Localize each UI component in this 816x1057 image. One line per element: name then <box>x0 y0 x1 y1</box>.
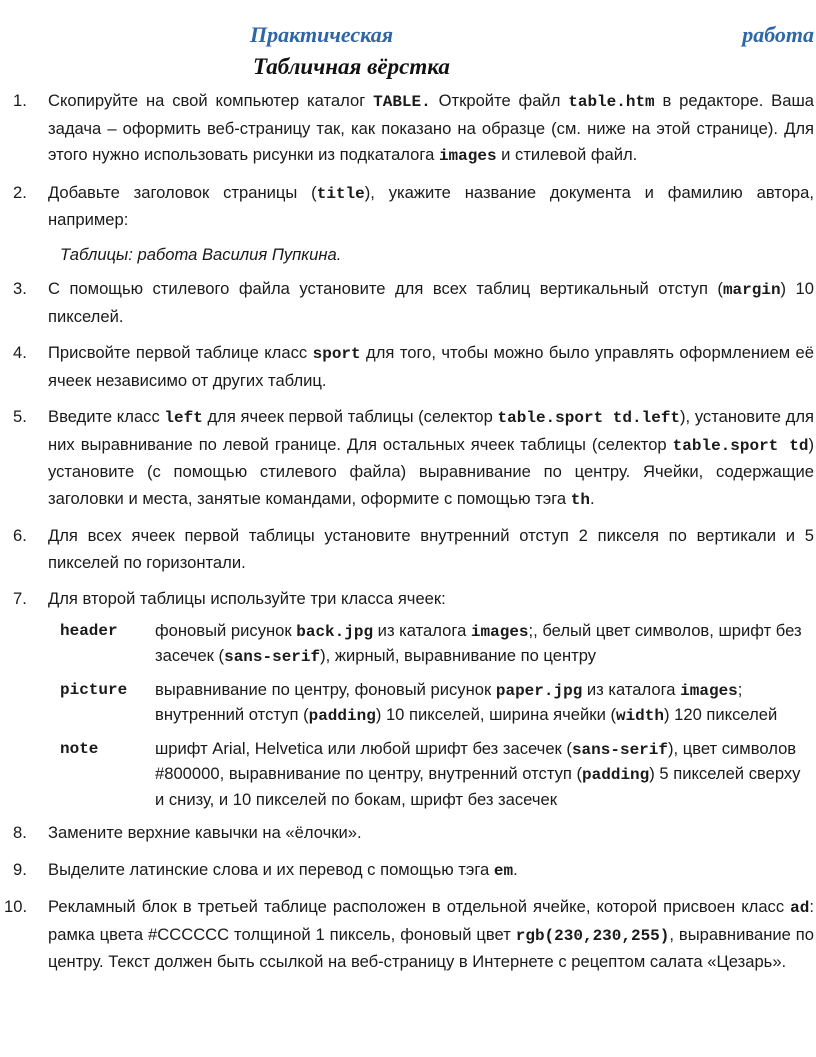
class-description: шрифт Arial, Helvetica или любой шрифт без засечек (sans-serif), цвет символов #800000, выравнивание по центру, внутренний отступ (padding) 5 пикселей сверху и снизу, и 10 пикселей по бокам, шрифт без засечек <box>155 738 801 809</box>
item-text: Скопируйте на свой компьютер каталог TABLE. Откройте файл table.htm в редакторе. Ваша задача – оформить веб-страницу так, как показано на образце (см. ниже на этой странице). Для этого нужно использовать рисунки из подкаталога images и стилевой файл. <box>48 91 814 165</box>
class-definitions <box>60 619 814 813</box>
item-text: Присвойте первой таблице класс sport для того, чтобы можно было управлять оформлением её ячеек независимо от других таблиц. <box>48 343 814 390</box>
class-name: picture <box>60 680 128 699</box>
list-item <box>0 276 816 330</box>
list-item <box>0 404 816 513</box>
list-item <box>0 820 816 847</box>
list-item <box>0 857 816 885</box>
item-number: 8. <box>13 823 27 842</box>
class-row-note <box>60 737 814 813</box>
item-number: 7. <box>13 589 27 608</box>
list-item <box>0 894 816 976</box>
list-item <box>0 340 816 394</box>
item-text: С помощью стилевого файла установите для всех таблиц вертикальный отступ (margin) 10 пикселей. <box>48 279 814 326</box>
item-text: Замените верхние кавычки на «ёлочки». <box>48 823 362 842</box>
item-number: 5. <box>13 407 27 426</box>
example-text: Таблицы: работа Василия Пупкина. <box>60 244 342 264</box>
class-row-header <box>60 619 814 670</box>
list-item <box>0 88 816 170</box>
item-number: 2. <box>13 182 27 202</box>
item-number: 4. <box>13 343 27 362</box>
document-subtitle: Табличная вёрстка <box>253 54 450 79</box>
item-text: Рекламный блок в третьей таблице расположен в отдельной ячейке, которой присвоен класс ad: рамка цвета #CCCCCC толщиной 1 пиксель, фоновый цвет rgb(230,230,255), выравнивание по центру. Текст должен быть ссылкой на веб-страницу в Интернете с рецептом салата «Цезарь». <box>48 897 815 971</box>
list-item <box>0 523 816 576</box>
list-item <box>0 586 816 812</box>
item-number: 6. <box>13 526 27 545</box>
item-number: 3. <box>13 279 27 298</box>
item-number: 1. <box>13 91 27 110</box>
item-text: Добавьте заголовок страницы (title), укажите название документа и фамилию автора, например: <box>48 182 814 229</box>
class-description: выравнивание по центру, фоновый рисунок paper.jpg из каталога images; внутренний отступ (padding) 10 пикселей, ширина ячейки (width) 120 пикселей <box>155 679 778 725</box>
class-row-picture <box>60 678 814 729</box>
item-number: 10. <box>4 897 28 916</box>
class-name: note <box>60 739 99 758</box>
item-number: 9. <box>13 859 27 879</box>
title-word-1: Практическая <box>250 22 394 47</box>
item-text: Для всех ячеек первой таблицы установите внутренний отступ 2 пикселя по вертикали и 5 пикселей по горизонтали. <box>48 526 814 572</box>
title-line-1 <box>250 22 814 48</box>
item-text: Введите класс left для ячеек первой таблицы (селектор table.sport td.left), установите для них выравнивание по левой границе. Для остальных ячеек таблицы (селектор table.sport td) установите (с помощью стилевого файла) выравнивание по центру. Ячейки, содержащие заголовки и места, занятые командами, оформите с помощью тэга th. <box>48 407 814 509</box>
item-text: Для второй таблицы используйте три класса ячеек: <box>48 589 446 608</box>
class-name: header <box>60 621 118 640</box>
list-item <box>0 180 816 269</box>
item-text: Выделите латинские слова и их перевод с помощью тэга em. <box>48 859 518 880</box>
task-list <box>0 88 816 976</box>
title-word-2: работа <box>742 22 814 47</box>
class-description: фоновый рисунок back.jpg из каталога images;, белый цвет символов, шрифт без засечек (sans-serif), жирный, выравнивание по центру <box>155 620 802 666</box>
